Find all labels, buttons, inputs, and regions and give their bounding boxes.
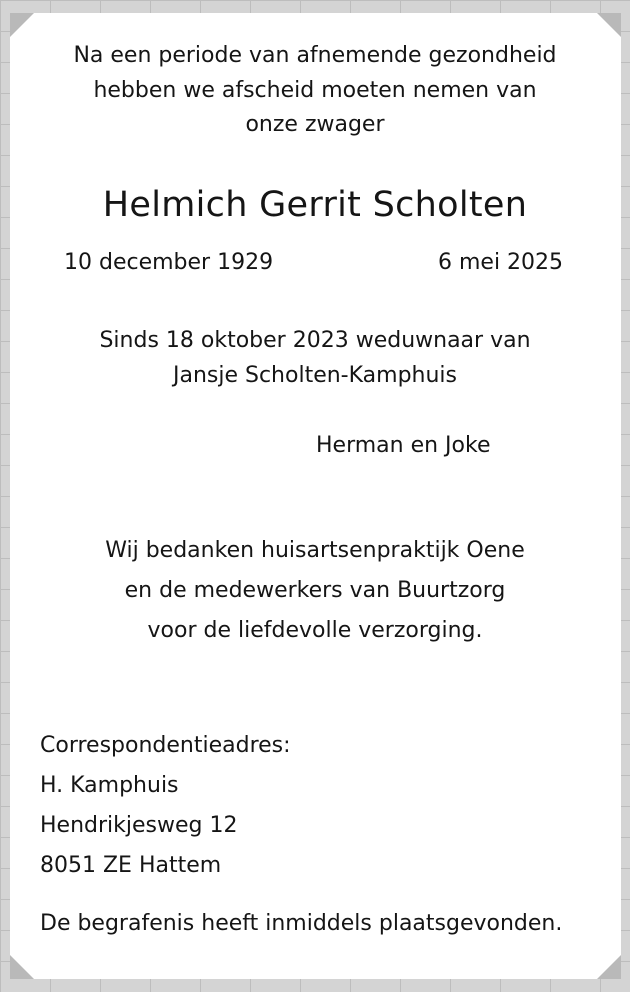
correspondence-street: Hendrikjesweg 12 bbox=[40, 813, 238, 838]
correspondence-city: 8051 ZE Hattem bbox=[40, 853, 222, 878]
death-date: 6 mei 2025 bbox=[438, 250, 564, 275]
thanks-line-2: en de medewerkers van Buurtzorg bbox=[124, 578, 506, 603]
corner-ornament-top-left bbox=[10, 13, 34, 37]
widower-line-1: Sinds 18 oktober 2023 weduwnaar van bbox=[99, 328, 531, 353]
intro-line-3: onze zwager bbox=[245, 112, 385, 137]
birth-date: 10 december 1929 bbox=[64, 250, 274, 275]
funeral-note: De begrafenis heeft inmiddels plaatsgevonden. bbox=[40, 911, 563, 936]
thanks-line-3: voor de liefdevolle verzorging. bbox=[147, 618, 483, 643]
corner-ornament-bottom-right bbox=[597, 955, 621, 979]
thanks-line-1: Wij bedanken huisartsenpraktijk Oene bbox=[105, 538, 525, 563]
corner-ornament-top-right bbox=[597, 13, 621, 37]
correspondence-heading: Correspondentieadres: bbox=[40, 733, 291, 758]
signatories: Herman en Joke bbox=[316, 433, 491, 458]
intro-line-2: hebben we afscheid moeten nemen van bbox=[93, 78, 537, 103]
correspondence-name: H. Kamphuis bbox=[40, 773, 179, 798]
widower-line-2: Jansje Scholten-Kamphuis bbox=[172, 363, 457, 388]
intro-line-1: Na een periode van afnemende gezondheid bbox=[73, 43, 557, 68]
deceased-name: Helmich Gerrit Scholten bbox=[102, 185, 528, 225]
corner-ornament-bottom-left bbox=[10, 955, 34, 979]
